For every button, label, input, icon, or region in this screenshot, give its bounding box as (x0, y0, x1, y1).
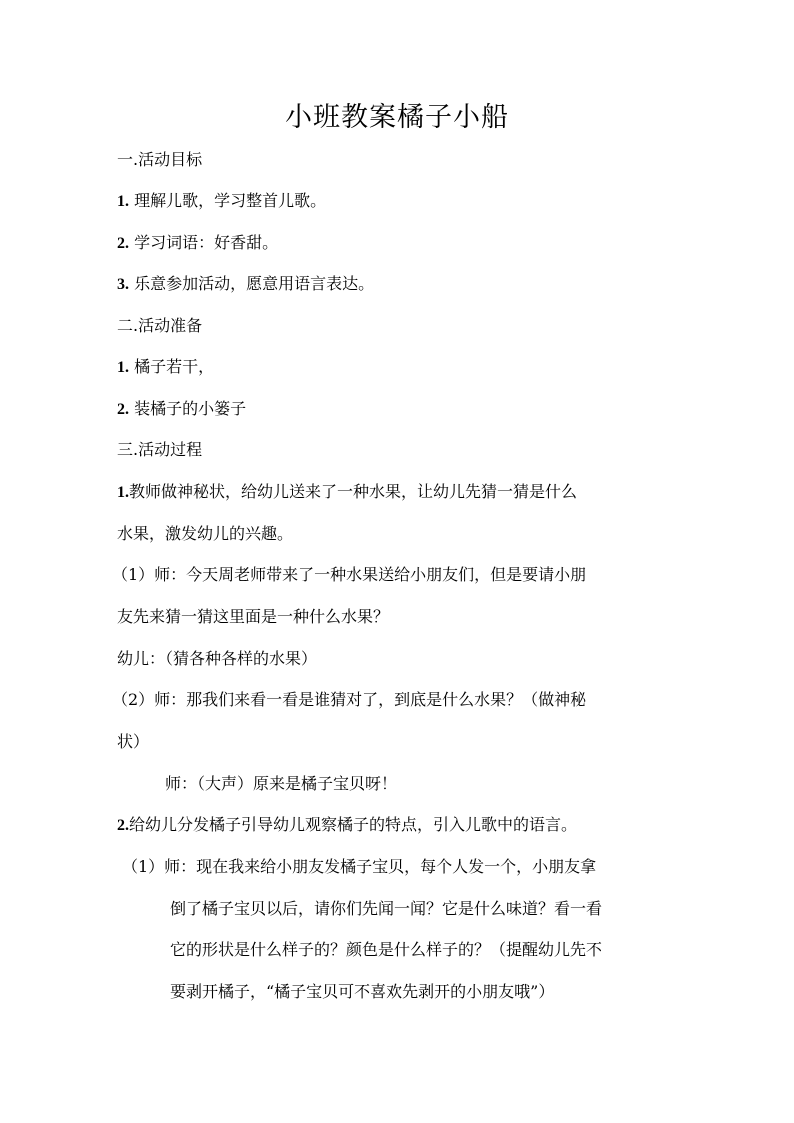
line-text: 倒了橘子宝贝以后，请你们先闻一闻？它是什么味道？看一看 (170, 899, 603, 918)
document-title: 小班教案橘子小船 (285, 102, 509, 133)
section-heading-goals (117, 149, 202, 171)
paragraph-line (117, 523, 293, 545)
list-number: 2. (117, 817, 129, 834)
line-text: 教师做神秘状，给幼儿送来了一种水果，让幼儿先猜一猜是什么 (129, 482, 578, 501)
line-text: 理解儿歌，学习整首儿歌。 (129, 191, 327, 210)
line-text: 状） (117, 732, 150, 751)
list-number: 3. (117, 276, 129, 293)
line-text: 一.活动目标 (117, 150, 203, 169)
line-text: 橘子若干， (129, 357, 215, 376)
line-text: 装橘子的小篓子 (129, 399, 247, 418)
paragraph-line (165, 773, 397, 795)
list-item (117, 232, 278, 255)
list-number: 2. (117, 235, 129, 252)
list-number: 1. (117, 484, 129, 501)
line-text: 三.活动过程 (117, 440, 203, 459)
list-item (117, 356, 214, 379)
line-text: 友先来猜一猜这里面是一种什么水果？ (117, 607, 390, 626)
paragraph-line (117, 814, 577, 837)
paragraph-line (117, 606, 389, 628)
list-number: 1. (117, 359, 129, 376)
section-heading-process (117, 439, 202, 461)
paragraph-line (170, 939, 602, 961)
paragraph-line (117, 481, 577, 504)
line-text: （1）师：今天周老师带来了一种水果送给小朋友们，但是要请小朋 (112, 565, 587, 584)
paragraph-line (117, 731, 149, 753)
list-item (117, 398, 246, 421)
paragraph-line (170, 898, 602, 920)
line-text: 乐意参加活动，愿意用语言表达。 (129, 274, 375, 293)
paragraph-line (170, 981, 554, 1003)
list-item (117, 273, 374, 296)
line-text: 幼儿：（猜各种各样的水果） (117, 649, 318, 668)
line-text: 二.活动准备 (117, 316, 203, 335)
section-heading-preparation (117, 315, 202, 337)
line-text: 要剥开橘子，“橘子宝贝可不喜欢先剥开的小朋友哦”） (170, 982, 555, 1001)
paragraph-line (112, 689, 586, 711)
line-text: 给幼儿分发橘子引导幼儿观察橘子的特点，引入儿歌中的语言。 (129, 815, 578, 834)
paragraph-line (112, 564, 586, 586)
line-text: 它的形状是什么样子的？颜色是什么样子的？（提醒幼儿先不 (170, 940, 603, 959)
list-item (117, 190, 326, 213)
paragraph-line (122, 856, 596, 878)
line-text: （2）师：那我们来看一看是谁猜对了，到底是什么水果？（做神秘 (112, 690, 587, 709)
list-number: 2. (117, 401, 129, 418)
line-text: 学习词语：好香甜。 (129, 233, 279, 252)
line-text: （1）师：现在我来给小朋友发橘子宝贝，每个人发一个，小朋友拿 (122, 857, 597, 876)
line-text: 师：（大声）原来是橘子宝贝呀！ (165, 774, 398, 793)
list-number: 1. (117, 193, 129, 210)
paragraph-line (117, 648, 317, 670)
line-text: 水果，激发幼儿的兴趣。 (117, 524, 294, 543)
